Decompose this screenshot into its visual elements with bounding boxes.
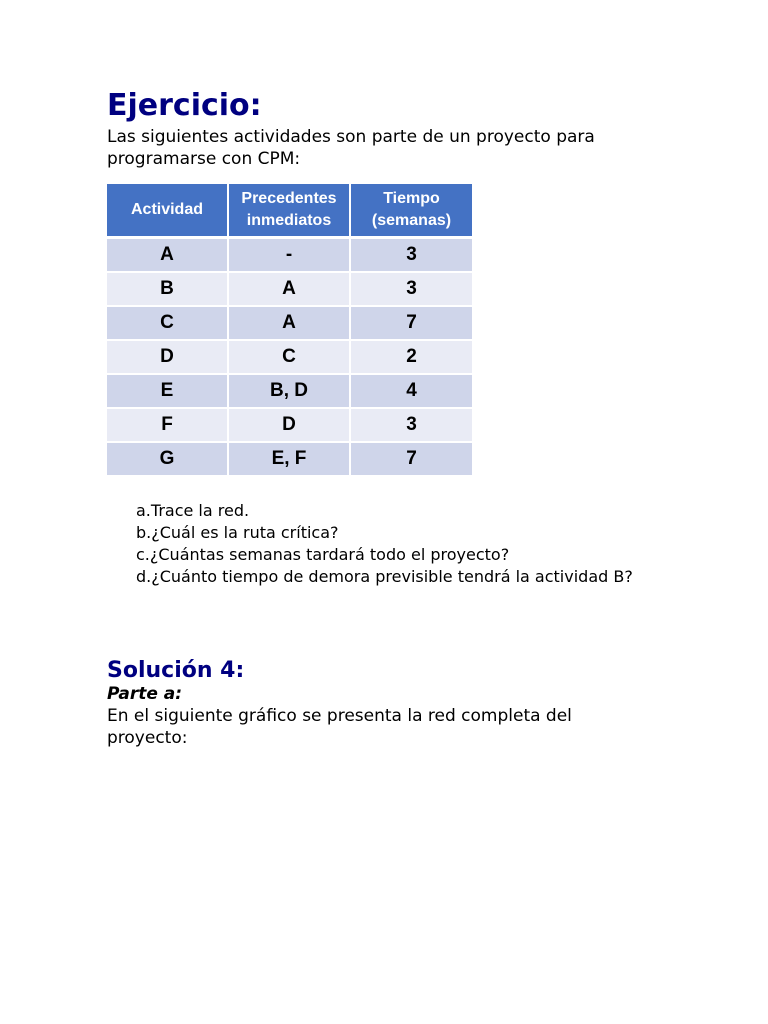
cell-predecessors: A	[228, 272, 350, 306]
solution-text: En el siguiente gráfico se presenta la red completa del proyecto:	[107, 706, 572, 748]
cell-activity: C	[107, 306, 228, 340]
exercise-intro: Las siguientes actividades son parte de un proyecto para programarse con CPM:	[107, 127, 595, 169]
cell-activity: A	[107, 238, 228, 273]
table-row	[107, 442, 472, 476]
cell-predecessors: D	[228, 408, 350, 442]
cell-activity: B	[107, 272, 228, 306]
cell-predecessors: E, F	[228, 442, 350, 476]
cell-activity: F	[107, 408, 228, 442]
activities-table	[107, 184, 472, 477]
table-row	[107, 408, 472, 442]
cell-activity: G	[107, 442, 228, 476]
table-row	[107, 340, 472, 374]
question-item: c.¿Cuántas semanas tardará todo el proyecto?	[136, 545, 510, 564]
question-item: b.¿Cuál es la ruta crítica?	[136, 523, 339, 542]
cell-time: 2	[350, 340, 472, 374]
cell-predecessors: C	[228, 340, 350, 374]
cell-predecessors: B, D	[228, 374, 350, 408]
header-predecessors-line2: inmediatos	[246, 212, 332, 229]
questions-list	[136, 500, 676, 588]
header-predecessors-line1: Precedentes	[241, 190, 337, 207]
table-row	[107, 306, 472, 340]
table-header-row	[107, 184, 472, 238]
cell-time: 3	[350, 238, 472, 273]
cell-activity: D	[107, 340, 228, 374]
cell-predecessors: A	[228, 306, 350, 340]
question-item: a.Trace la red.	[136, 501, 250, 520]
cell-time: 3	[350, 272, 472, 306]
header-predecessors	[228, 184, 350, 238]
cell-activity: E	[107, 374, 228, 408]
question-item: d.¿Cuánto tiempo de demora previsible tendrá la actividad B?	[136, 567, 633, 586]
cell-predecessors: -	[228, 238, 350, 273]
header-time-line1: Tiempo	[383, 190, 440, 207]
cell-time: 3	[350, 408, 472, 442]
header-activity-label: Actividad	[130, 201, 203, 218]
cell-time: 4	[350, 374, 472, 408]
cell-time: 7	[350, 442, 472, 476]
document-page	[107, 86, 667, 748]
table-row	[107, 238, 472, 273]
table-row	[107, 374, 472, 408]
solution-part-label: Parte a:	[107, 684, 183, 704]
solution-title: Solución 4:	[107, 658, 245, 683]
header-time	[350, 184, 472, 238]
header-activity	[107, 184, 228, 238]
cell-time: 7	[350, 306, 472, 340]
exercise-title: Ejercicio:	[107, 88, 262, 123]
table-row	[107, 272, 472, 306]
header-time-line2: (semanas)	[371, 212, 452, 229]
